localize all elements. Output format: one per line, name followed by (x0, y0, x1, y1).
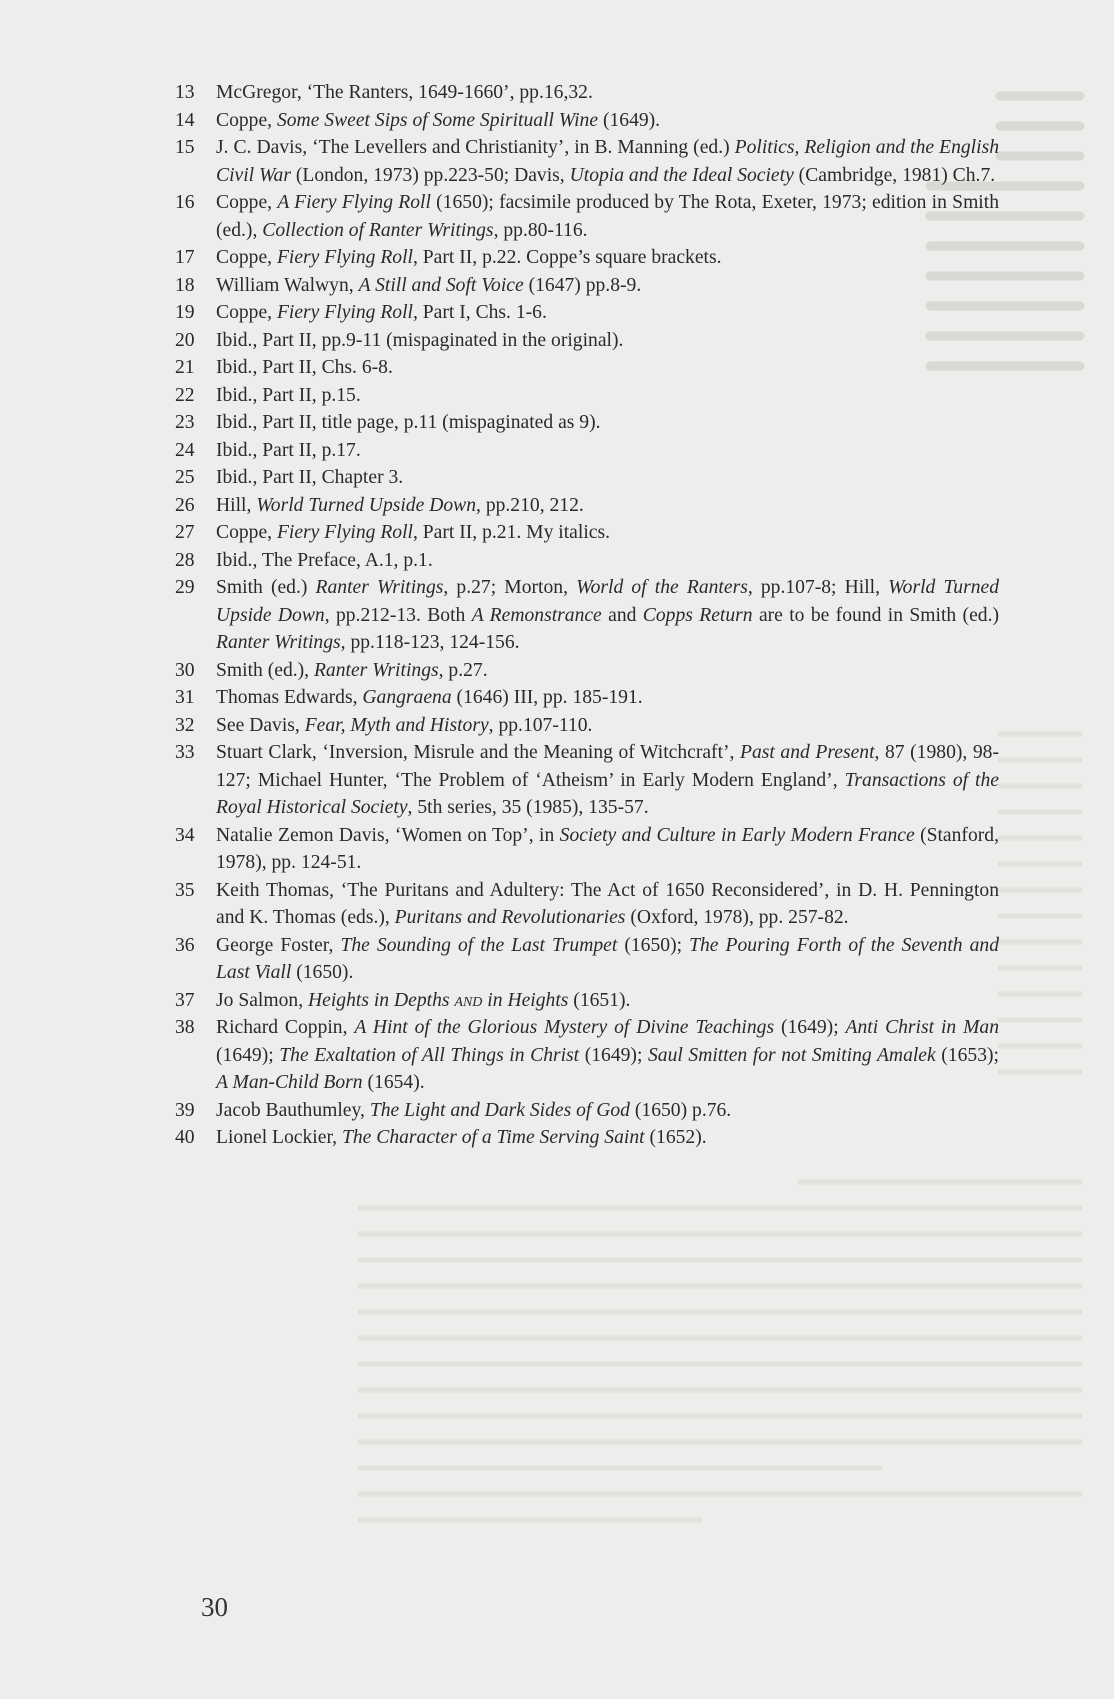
endnote (175, 739, 999, 822)
endnote-text (216, 437, 999, 465)
endnote-number: 23 (175, 412, 195, 433)
endnote-small-caps: and (454, 989, 483, 1011)
endnote (175, 1124, 999, 1152)
endnote-text-run: , pp.212-13. Both (324, 604, 472, 626)
endnote-text-run: Thomas Edwards, (216, 687, 363, 708)
endnote (175, 519, 999, 547)
endnote-title-italic: Society and Culture in Early Modern France (559, 824, 915, 846)
endnote-text (216, 299, 999, 327)
endnote (175, 932, 999, 987)
endnote-title-italic: Collection of Ranter Writings (262, 219, 494, 241)
endnote-number: 29 (175, 577, 195, 598)
endnote-text-run: (1650). (291, 962, 354, 983)
endnote-text-run: McGregor, ‘The Ranters, 1649-1660’, pp.16,32. (216, 82, 593, 103)
endnote-text (216, 657, 999, 685)
endnote-number: 36 (175, 934, 195, 956)
endnote-text (216, 492, 999, 520)
endnote-text (216, 1097, 999, 1125)
endnote-text (216, 1014, 999, 1097)
endnote (175, 354, 999, 382)
endnote-title-italic: A Man-Child Born (216, 1072, 363, 1093)
endnote-title-italic: Transactions of the Royal Historical Society (216, 769, 999, 818)
endnote-number: 21 (175, 357, 195, 378)
endnote-text-run: , pp.210, 212. (476, 494, 584, 516)
endnote-text (216, 519, 999, 547)
endnote-text (216, 382, 999, 410)
endnotes-list (175, 79, 999, 1152)
endnote (175, 657, 999, 685)
endnote (175, 822, 999, 877)
endnote-text-run: Ibid., Part II, pp.9-11 (mispaginated in the original). (216, 329, 624, 351)
endnote-text-run: (Oxford, 1978), pp. 257-82. (625, 907, 849, 928)
endnote-text-run: Lionel Lockier, (216, 1127, 342, 1148)
endnote-title-italic: A Hint of the Glorious Mystery of Divine Teachings (354, 1017, 775, 1038)
endnote (175, 134, 999, 189)
endnote-title-italic: A Fiery Flying Roll (277, 192, 431, 213)
endnote-text (216, 987, 999, 1015)
endnote-text-run: Stuart Clark, ‘Inversion, Misrule and the Meaning of Witchcraft’, (216, 742, 741, 763)
endnote-number: 14 (175, 109, 195, 131)
endnote-text-run: and (601, 604, 643, 626)
endnote-title-italic: The Character of a Time Serving Saint (341, 1127, 645, 1148)
endnote-text-run: Ibid., Part II, Chapter 3. (216, 467, 404, 488)
endnote-text-run: William Walwyn, (216, 274, 359, 296)
endnote-text-run: Coppe, (216, 247, 277, 268)
endnote-number: 18 (175, 274, 195, 296)
endnote-title-italic: Heights in Depths (308, 989, 455, 1011)
endnote-text-run: , Part II, p.21. My italics. (412, 522, 610, 543)
endnote (175, 987, 999, 1015)
endnote-text-run: See Davis, (216, 714, 305, 736)
page-number: 30 (201, 1592, 228, 1622)
endnote-text-run: Coppe, (216, 302, 277, 323)
endnote-text-run: , Part II, p.22. Coppe’s square brackets. (412, 247, 722, 268)
endnote-number: 38 (175, 1017, 195, 1038)
endnote (175, 684, 999, 712)
endnote-title-italic: Fear, Myth and History (304, 714, 489, 736)
endnote-text-run: (1652). (644, 1127, 707, 1148)
endnote (175, 299, 999, 327)
endnote-title-italic: World Turned Upside Down (256, 494, 477, 516)
endnote-number: 25 (175, 467, 195, 488)
endnote-number: 22 (175, 384, 195, 406)
endnote (175, 327, 999, 355)
endnote-text (216, 354, 999, 382)
endnote-title-italic: in Heights (482, 989, 569, 1011)
endnote-number: 26 (175, 494, 195, 516)
endnote-text-run: (1651). (568, 989, 631, 1011)
endnote-text (216, 712, 999, 740)
endnote-title-italic: Ranter Writings (315, 577, 444, 598)
endnote-text-run: (Stanford, 1978), pp. 124-51. (216, 824, 999, 873)
endnote (175, 547, 999, 575)
endnote-text (216, 822, 999, 877)
endnote-title-italic: Past and Present (740, 742, 875, 763)
endnote-text-run: J. C. Davis, ‘The Levellers and Christianity’, in B. Manning (ed.) (216, 137, 735, 158)
endnote-title-italic: Copps Return (642, 604, 753, 626)
endnote-text-run: Keith Thomas, ‘The Puritans and Adultery: The Act of 1650 Reconsidered’, in D. H. Pennington and K. Thomas (eds.), (216, 879, 999, 928)
endnote-title-italic: The Exaltation of All Things in Christ (279, 1044, 580, 1066)
endnote-text-run: (1649). (598, 109, 661, 131)
endnote-number: 34 (175, 824, 195, 846)
endnote-text-run: Ibid., Part II, Chs. 6-8. (216, 357, 393, 378)
endnote (175, 492, 999, 520)
endnote-title-italic: Gangraena (362, 687, 452, 708)
endnote-title-italic: World of the Ranters (576, 577, 748, 598)
endnote (175, 1097, 999, 1125)
endnote-number: 13 (175, 82, 195, 103)
endnote-text-run: Coppe, (216, 109, 277, 131)
endnote-text-run: , 87 (1980), 98-127; Michael Hunter, ‘The Problem of ‘Atheism’ in Early Modern England’, (216, 742, 999, 791)
endnote (175, 712, 999, 740)
endnote-text (216, 107, 999, 135)
endnote-text (216, 327, 999, 355)
endnote (175, 877, 999, 932)
endnote-text-run: Jacob Bauthumley, (216, 1099, 370, 1121)
endnote-title-italic: Ranter Writings (216, 632, 341, 653)
endnote-number: 15 (175, 137, 195, 158)
endnote-text-run: , pp.107-110. (488, 714, 593, 736)
endnote (175, 382, 999, 410)
endnote-title-italic: World Turned Upside Down (216, 577, 999, 626)
endnote-text-run: Ibid., Part II, title page, p.11 (mispaginated as 9). (216, 412, 601, 433)
endnote (175, 437, 999, 465)
endnote-text-run: George Foster, (216, 934, 341, 956)
endnote-text (216, 684, 999, 712)
endnote-number: 24 (175, 439, 195, 461)
endnote-text-run: (1649); (774, 1017, 846, 1038)
endnote-title-italic: The Sounding of the Last Trumpet (340, 934, 618, 956)
endnote-title-italic: A Still and Soft Voice (358, 274, 524, 296)
endnote-text (216, 877, 999, 932)
endnote-text-run: , p.27. (438, 659, 488, 681)
endnote-title-italic: Politics, Religion and the English Civil War (216, 137, 999, 186)
endnote-text (216, 244, 999, 272)
endnote-title-italic: Some Sweet Sips of Some Spirituall Wine (276, 109, 599, 131)
endnote-text-run: Ibid., The Preface, A.1, p.1. (216, 549, 433, 571)
endnote-title-italic: Puritans and Revolutionaries (394, 907, 626, 928)
endnote-text-run: Ibid., Part II, p.15. (216, 384, 361, 406)
endnote-text (216, 272, 999, 300)
endnote-title-italic: Fiery Flying Roll (276, 247, 413, 268)
endnote (175, 409, 999, 437)
endnote-text-run: (Cambridge, 1981) Ch.7. (793, 164, 996, 186)
endnote (175, 189, 999, 244)
endnote-text (216, 574, 999, 657)
endnote-number: 30 (175, 659, 195, 681)
endnote-title-italic: The Light and Dark Sides of God (369, 1099, 630, 1121)
endnote (175, 244, 999, 272)
endnote-text-run: (1646) III, pp. 185-191. (451, 687, 643, 708)
endnote-number: 39 (175, 1099, 195, 1121)
endnote-text-run: Hill, (216, 494, 257, 516)
endnote-title-italic: Anti Christ in Man (845, 1017, 999, 1038)
endnote-number: 28 (175, 549, 195, 571)
endnote-text (216, 739, 999, 822)
endnote (175, 1014, 999, 1097)
endnote-number: 20 (175, 329, 195, 351)
endnote-number: 17 (175, 247, 195, 268)
endnote-text (216, 134, 999, 189)
endnote-number: 40 (175, 1127, 195, 1148)
endnote (175, 107, 999, 135)
endnote-number: 19 (175, 302, 195, 323)
endnote-text (216, 409, 999, 437)
endnote-title-italic: Saul Smitten for not Smiting Amalek (648, 1044, 936, 1066)
endnote-text-run: Ibid., Part II, p.17. (216, 439, 361, 461)
endnote-title-italic: Fiery Flying Roll (276, 302, 413, 323)
endnote-text-run: (1650) p.76. (629, 1099, 732, 1121)
endnote-text-run: are to be found in Smith (ed.) (752, 604, 999, 626)
endnote-title-italic: The Pouring Forth of the Seventh and Last Viall (216, 934, 1000, 983)
endnote-title-italic: Ranter Writings (313, 659, 439, 681)
endnote-text (216, 1124, 999, 1152)
endnote-text-run: , pp.80-116. (493, 219, 588, 241)
endnote-text (216, 464, 999, 492)
endnote-number: 37 (175, 989, 195, 1011)
endnote-text-run: (1649); (579, 1044, 648, 1066)
endnote (175, 79, 999, 107)
endnote-text-run: Richard Coppin, (216, 1017, 355, 1038)
endnote (175, 272, 999, 300)
endnote-number: 35 (175, 879, 195, 901)
endnote-text-run: Coppe, (216, 522, 277, 543)
endnote (175, 464, 999, 492)
endnote-text-run: (London, 1973) pp.223-50; Davis, (290, 164, 570, 186)
endnote-text (216, 547, 999, 575)
endnote-text (216, 79, 999, 107)
endnote-text-run: , p.27; Morton, (443, 577, 577, 598)
endnote-text-run: (1653); (935, 1044, 999, 1066)
endnote-number: 33 (175, 742, 195, 763)
endnote-title-italic: Utopia and the Ideal Society (569, 164, 794, 186)
endnote-number: 31 (175, 687, 195, 708)
endnote-number: 32 (175, 714, 195, 736)
endnote-text-run: (1647) pp.8-9. (523, 274, 642, 296)
endnote-title-italic: Fiery Flying Roll (276, 522, 413, 543)
endnote-text-run: Smith (ed.), (216, 659, 314, 681)
endnote-text-run: Jo Salmon, (216, 989, 308, 1011)
endnote-text (216, 189, 999, 244)
endnote-text-run: , pp.118-123, 124-156. (340, 632, 520, 653)
endnote-text (216, 932, 999, 987)
endnote-text-run: Natalie Zemon Davis, ‘Women on Top’, in (216, 824, 560, 846)
endnote (175, 574, 999, 657)
endnote-text-run: (1649); (216, 1044, 280, 1066)
endnote-title-italic: A Remonstrance (471, 604, 602, 626)
endnote-text-run: , pp.107-8; Hill, (747, 577, 889, 598)
endnote-text-run: Coppe, (216, 192, 278, 213)
endnote-text-run: (1650); (617, 934, 690, 956)
endnote-text-run: , 5th series, 35 (1985), 135-57. (407, 797, 649, 818)
endnote-text-run: Smith (ed.) (216, 577, 316, 598)
endnote-number: 16 (175, 192, 195, 213)
endnote-number: 27 (175, 522, 195, 543)
endnote-text-run: (1650); facsimile produced by The Rota, Exeter, 1973; edition in Smith (ed.), (216, 192, 999, 241)
endnote-text-run: , Part I, Chs. 1-6. (412, 302, 547, 323)
endnote-text-run: (1654). (362, 1072, 425, 1093)
